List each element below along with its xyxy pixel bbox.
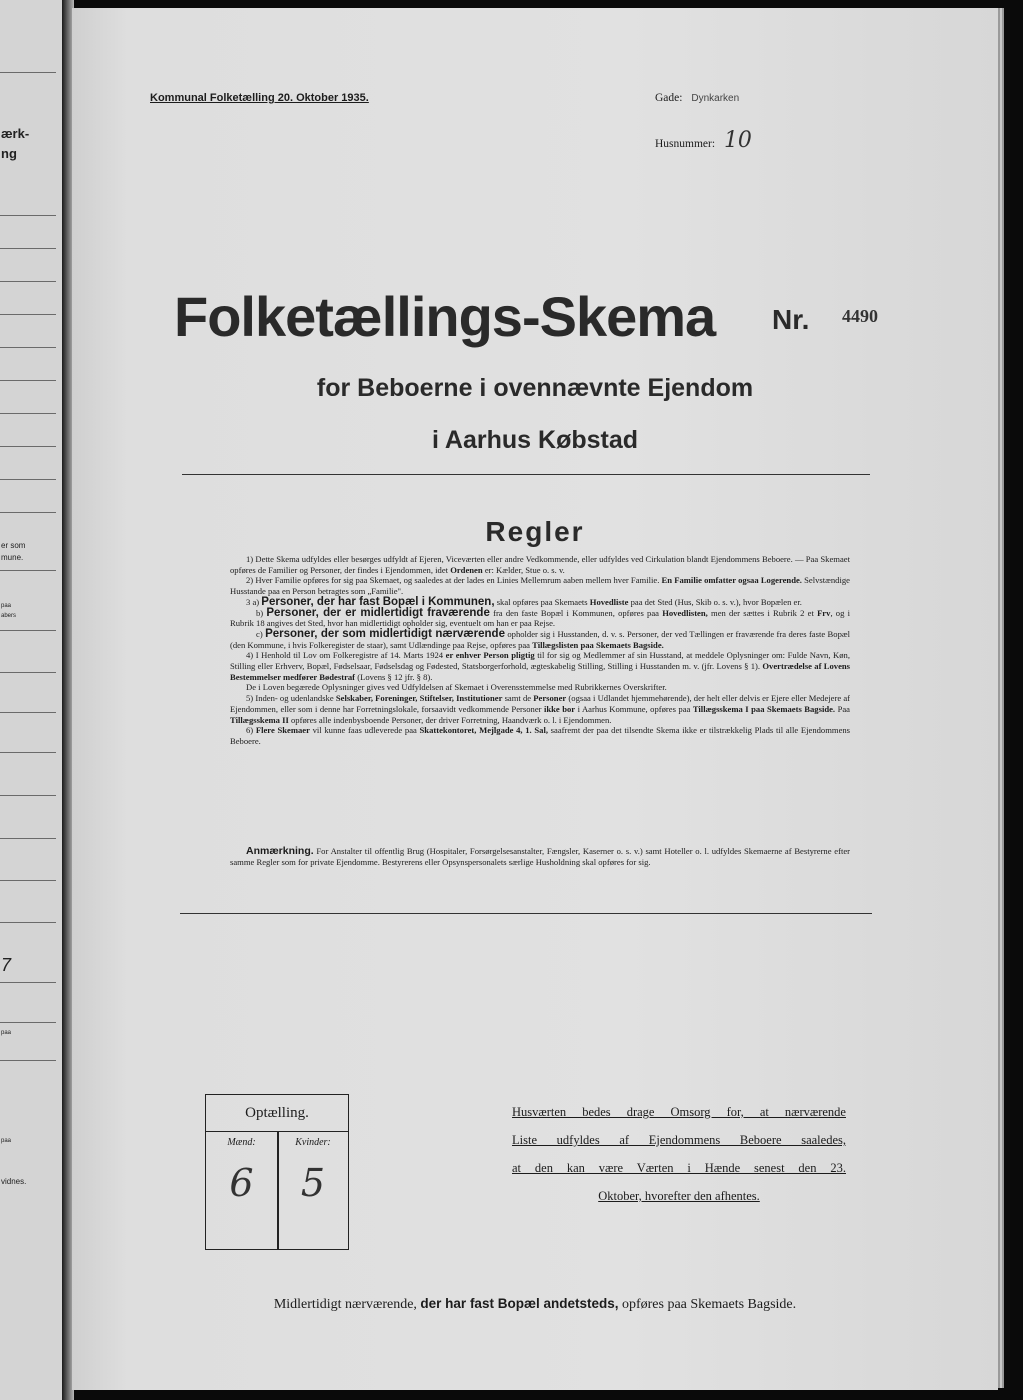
rule-2: 2) Hver Familie opføres for sig paa Skemaet, og saaledes at der lades en Linies Mellemrum aaben mellem hver Familie. En Familie omfatter ogsaa Logerende. Selvstændige Husstande paa en Person betragtes som „Familie". (230, 575, 850, 597)
fragment-text: mune. (1, 553, 24, 562)
divider (0, 380, 56, 381)
divider (0, 1022, 56, 1023)
fragment-text: abers (1, 613, 17, 619)
divider (180, 913, 872, 914)
divider (0, 215, 56, 216)
men-label: Mænd: (227, 1137, 256, 1148)
fragment-text: vidnes. (1, 1177, 27, 1186)
fragment-text: paa (1, 603, 12, 609)
rules-body (230, 554, 850, 747)
count-box (205, 1094, 349, 1250)
form-title: Folketællings-Skema (174, 285, 716, 348)
divider (0, 248, 56, 249)
divider (0, 1060, 56, 1061)
street-value: Dynkarken (691, 93, 740, 104)
fragment-text: paa (1, 1138, 12, 1144)
divider (0, 479, 56, 480)
divider (0, 72, 56, 73)
women-label: Kvinder: (295, 1137, 331, 1148)
rule-4-note: De i Loven begærede Oplysninger gives ved Udfyldelsen af Skemaet i Overensstemmelse med Rubrikkernes Overskrifter. (246, 682, 667, 693)
fragment-text: ærk- (1, 126, 30, 141)
house-number-value: 10 (723, 128, 752, 153)
rule-3b: b) Personer, der er midlertidigt fraværende fra den faste Bopæl i Kommunen, opføres paa Hovedlisten, men der sættes i Rubrik 2 et Frv, og i Rubrik 18 angives det Sted, hvor han midlertidigt opholder sig, eventuelt om han er paa Rejse. (230, 606, 850, 629)
previous-page-strip (0, 0, 63, 1400)
divider (0, 838, 56, 839)
divider (0, 570, 56, 571)
divider (0, 446, 56, 447)
street-label: Gade: (655, 92, 683, 104)
divider (0, 712, 56, 713)
street-field (655, 92, 739, 104)
footer-emphasis: der har fast Bopæl andetsteds, (420, 1296, 619, 1311)
landlord-line-2: Liste udfyldes af Ejendommens Beboere saaledes, (512, 1133, 846, 1147)
form-number: 4490 (842, 306, 878, 326)
landlord-line-4: Oktober, hvorefter den afhentes. (598, 1189, 760, 1203)
house-number-field (655, 128, 752, 153)
house-number-label: Husnummer: (655, 138, 716, 150)
census-header: Kommunal Folketælling 20. Oktober 1935. (150, 92, 369, 104)
form-subtitle: for Beboerne i ovennævnte Ejendom (316, 374, 754, 402)
fragment-text: ng (1, 146, 17, 161)
landlord-instructions (512, 1098, 846, 1210)
divider (0, 880, 56, 881)
rule-4: 4) I Henhold til Lov om Folkeregistre af 14. Marts 1924 er enhver Person pligtig til for sig og Medlemmer af sin Husstand, at meddele Oplysninger om: Fulde Navn, Køn, Stilling eller Erhverv, Bopæl, Fødselsaar, Fødselsdag og Fødested, Statsborgerforhold, ægteskabelig Stilling, Stilling i Husstanden m. v. (jfr. Lovens § 1). Overtrædelse af Lovens Bestemmelser medfører Bødestraf (Lovens § 12 jfr. § 8). (230, 650, 851, 682)
divider (182, 474, 870, 475)
divider (0, 982, 56, 983)
handwritten-mark: 7 (1, 955, 12, 975)
divider (0, 413, 56, 414)
annotation-note (230, 846, 850, 867)
landlord-line-1: Husværten bedes drage Omsorg for, at nærværende (512, 1105, 846, 1119)
form-nr-label: Nr. (772, 304, 810, 335)
divider (0, 347, 56, 348)
divider (0, 672, 56, 673)
rule-3a: 3 a) Personer, der har fast Bopæl i Kommunen, skal opføres paa Skemaets Hovedliste paa det Sted (Hus, Skib o. s. v.), hvor Bopælen er. (246, 595, 802, 608)
landlord-line-3: at den kan være Værten i Hænde senest den 23. (512, 1161, 846, 1175)
divider (0, 752, 56, 753)
footer-note (72, 1296, 998, 1313)
divider (0, 281, 56, 282)
rules-heading: Regler (485, 516, 585, 547)
footer-text: opføres paa Skemaets Bagside. (621, 1297, 797, 1312)
women-count: 5 (300, 1161, 326, 1205)
rule-1: 1) Dette Skema udfyldes eller besørges udfyldt af Ejeren, Viceværten eller andre Vedkommende, eller udfyldes ved Cirkulation blandt Ejendommens Beboere. — Paa Skemaet opføres de Familier og Personer, der findes i Ejendommen, idet Ordenen er: Kælder, Stue o. s. v. (230, 554, 850, 575)
count-box-title: Optælling. (206, 1095, 348, 1132)
form-location: i Aarhus Købstad (431, 426, 639, 454)
rule-3c: c) Personer, der som midlertidigt nærværende opholder sig i Husstanden, d. v. s. Personer, der ved Tællingen er fraværende fra deres faste Bopæl (den Kommune, i hvis Folkeregister de staar), samt Udlændinge paa Rejse, opføres paa Tillægslisten paa Skemaets Bagside. (230, 627, 850, 650)
rule-6: 6) Flere Skemaer vil kunne faas udleverede paa Skattekontoret, Mejlgade 4, 1. Sal, saafremt der paa det tilsendte Skema ikke er tilstrækkelig Plads til alle Ejendommens Beboere. (230, 725, 851, 746)
fragment-text: paa (1, 1030, 12, 1036)
men-count: 6 (229, 1161, 254, 1205)
divider (0, 795, 56, 796)
divider (0, 922, 56, 923)
annotation-label: Anmærkning. (246, 845, 314, 857)
census-form-page (72, 8, 998, 1390)
footer-text: Midlertidigt nærværende, (273, 1297, 417, 1312)
divider (0, 512, 56, 513)
fragment-text: er som (1, 541, 26, 550)
divider (0, 314, 56, 315)
divider (0, 630, 56, 631)
rule-5: 5) Inden- og udenlandske Selskaber, Foreninger, Stiftelser, Institutioner samt de Personer (ogsaa i Udlandet hjemmehørende), der helt eller delvis er Ejere eller Medejere af Ejendommen, eller som i denne har Forretningslokale, forsaavidt vedkommende Personer ikke bor i Aarhus Kommune, opføres paa Tillægsskema I paa Skemaets Bagside. Paa Tillægsskema II opføres alle indenbysboende Personer, der driver Forretning, Haandværk o. l. i Ejendommen. (230, 693, 851, 725)
annotation-text: For Anstalter til offentlig Brug (Hospitaler, Forsørgelsesanstalter, Fængsler, Kaserner o. s. v.) samt Hoteller o. l. udfyldes Skemaerne af Bestyrerne efter samme Regler som for private Ejendomme. Bestyrerens eller Opsynspersonalets særlige Husholdning skal opføres for sig. (230, 846, 851, 867)
